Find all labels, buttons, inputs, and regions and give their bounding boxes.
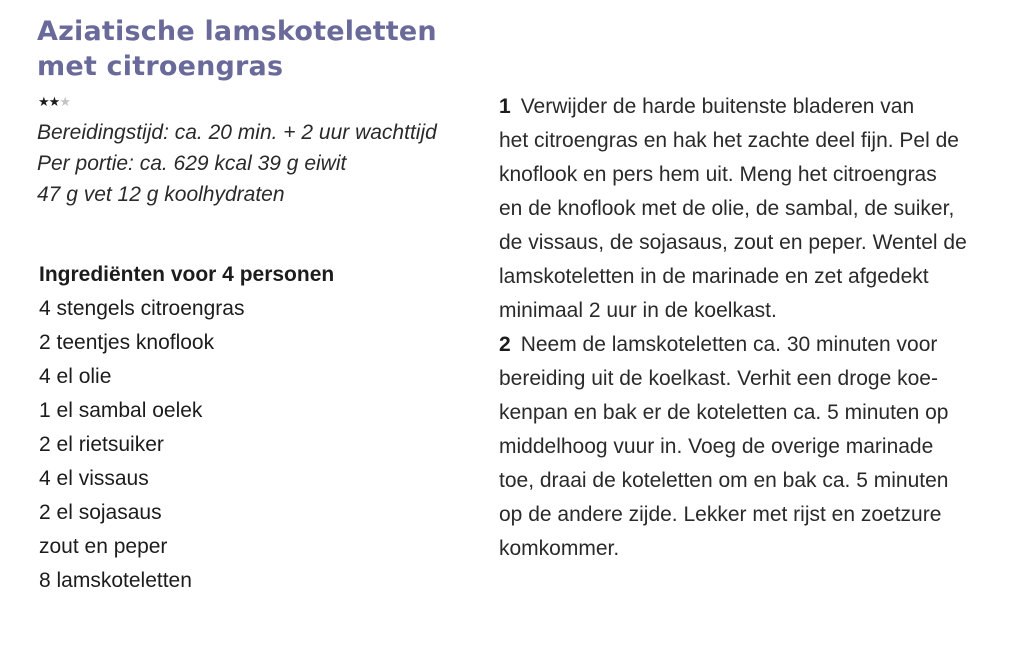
step-line xyxy=(499,328,999,362)
step-line: en de knoflook met de olie, de sambal, de suiker, xyxy=(499,197,955,220)
ingredient-item: 2 el sojasaus xyxy=(39,501,162,524)
ingredient-item: 1 el sambal oelek xyxy=(39,399,203,422)
ingredient-item: 8 lamskoteletten xyxy=(39,569,192,592)
preparation-steps xyxy=(499,90,999,566)
recipe-title xyxy=(37,14,497,84)
ingredients-section xyxy=(39,258,334,598)
ingredient-item: 4 el olie xyxy=(39,365,112,388)
recipe-meta xyxy=(37,117,437,210)
ingredient-item: 2 el rietsuiker xyxy=(39,433,164,456)
step-number: 2 xyxy=(499,333,511,356)
step-line: bereiding uit de koelkast. Verhit een droge koe- xyxy=(499,367,938,390)
step-line: op de andere zijde. Lekker met rijst en zoetzure xyxy=(499,503,942,526)
step-2 xyxy=(499,328,999,566)
ingredient-item: 2 teentjes knoflook xyxy=(39,331,215,354)
recipe-title-line-1: Aziatische lamskoteletten xyxy=(37,16,437,47)
ingredients-list xyxy=(39,292,334,598)
difficulty-rating xyxy=(38,96,70,110)
step-line: toe, draai de koteletten om en bak ca. 5 minuten xyxy=(499,469,949,492)
step-1 xyxy=(499,90,999,328)
step-line: middelhoog vuur in. Voeg de overige marinade xyxy=(499,435,934,458)
step-line: minimaal 2 uur in de koelkast. xyxy=(499,299,777,322)
step-line: kenpan en bak er de koteletten ca. 5 minuten op xyxy=(499,401,949,424)
prep-time: Bereidingstijd: ca. 20 min. + 2 uur wachttijd xyxy=(37,121,437,144)
star-empty-icon: ★ xyxy=(59,95,70,110)
step-number: 1 xyxy=(499,95,511,118)
ingredient-item: 4 stengels citroengras xyxy=(39,297,245,320)
step-line xyxy=(499,90,999,124)
ingredients-heading: Ingrediënten voor 4 personen xyxy=(39,263,335,286)
recipe-title-line-2: met citroengras xyxy=(37,51,284,82)
star-filled-icon: ★ xyxy=(38,95,49,110)
step-line: knoflook en pers hem uit. Meng het citroengras xyxy=(499,163,937,186)
step-text: Verwijder de harde buitenste bladeren van xyxy=(520,95,915,118)
ingredient-item: 4 el vissaus xyxy=(39,467,149,490)
step-line: komkommer. xyxy=(499,537,620,560)
nutrition-line-2: 47 g vet 12 g koolhydraten xyxy=(37,183,285,206)
step-text: Neem de lamskoteletten ca. 30 minuten voor xyxy=(520,333,938,356)
step-line: lamskoteletten in de marinade en zet afgedekt xyxy=(499,265,929,288)
nutrition-line-1: Per portie: ca. 629 kcal 39 g eiwit xyxy=(37,152,347,175)
star-filled-icon: ★ xyxy=(48,95,60,110)
step-line: het citroengras en hak het zachte deel fijn. Pel de xyxy=(499,129,959,152)
ingredient-item: zout en peper xyxy=(39,535,168,558)
step-line: de vissaus, de sojasaus, zout en peper. Wentel de xyxy=(499,231,967,254)
